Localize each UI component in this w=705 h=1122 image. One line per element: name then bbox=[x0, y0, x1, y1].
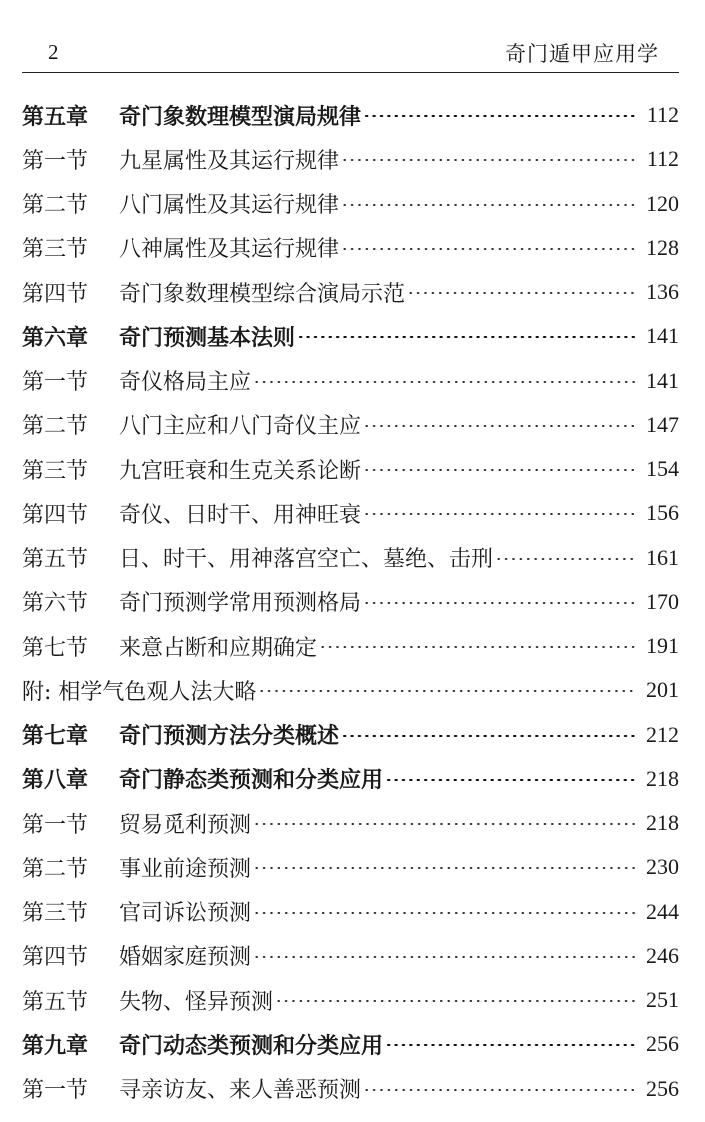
toc-entry-title: 寻亲访友、来人善恶预测 bbox=[119, 1078, 362, 1104]
toc-entry-label bbox=[22, 454, 361, 485]
toc-chapter-entry[interactable] bbox=[22, 757, 679, 801]
toc-entry-title: 附: 相学气色观人法大略 bbox=[22, 679, 257, 705]
toc-entry-number: 第一节 bbox=[22, 1078, 89, 1104]
dot-leader bbox=[297, 336, 637, 338]
toc-entry-label bbox=[22, 1029, 383, 1060]
toc-section-entry[interactable] bbox=[22, 270, 679, 314]
toc-entry-label bbox=[22, 498, 361, 529]
toc-entry-number: 第四节 bbox=[22, 281, 89, 307]
toc-entry-number: 第三节 bbox=[22, 237, 89, 263]
dot-leader bbox=[253, 867, 637, 869]
running-title: 奇门遁甲应用学 bbox=[505, 42, 659, 66]
toc-entry-number: 第二节 bbox=[22, 193, 89, 219]
toc-entry-label bbox=[22, 542, 493, 573]
toc-entry-label bbox=[22, 940, 251, 971]
toc-entry-number: 第五章 bbox=[22, 103, 89, 130]
toc-entry-title: 日、时干、用神落宫空亡、墓绝、击刑 bbox=[119, 547, 494, 573]
toc-section-entry[interactable] bbox=[22, 403, 679, 447]
toc-entry-label bbox=[22, 896, 251, 927]
toc-entry-title: 失物、怪异预测 bbox=[119, 989, 274, 1015]
toc-section-entry[interactable] bbox=[22, 137, 679, 181]
dot-leader bbox=[253, 381, 637, 383]
dot-leader bbox=[495, 558, 637, 560]
toc-entry-number: 第四节 bbox=[22, 502, 89, 528]
toc-entry-label bbox=[22, 188, 339, 219]
toc-entry-title: 八神属性及其运行规律 bbox=[119, 237, 340, 263]
toc-entry-label bbox=[22, 985, 273, 1016]
dot-leader bbox=[385, 1044, 637, 1046]
toc-entry-number: 第五节 bbox=[22, 547, 89, 573]
toc-entry-page: 251 bbox=[646, 987, 679, 1013]
toc-entry-title: 八门属性及其运行规律 bbox=[119, 193, 340, 219]
toc-entry-number: 第二节 bbox=[22, 414, 89, 440]
toc-entry-title: 奇仪格局主应 bbox=[119, 370, 252, 396]
toc-section-entry[interactable] bbox=[22, 182, 679, 226]
toc-entry-label bbox=[22, 144, 339, 175]
dot-leader bbox=[341, 159, 637, 161]
dot-leader bbox=[363, 469, 637, 471]
dot-leader bbox=[341, 735, 637, 737]
toc-entry-title: 奇门静态类预测和分类应用 bbox=[119, 767, 384, 794]
toc-entry-number: 第六章 bbox=[22, 324, 89, 351]
toc-entry-title: 奇门动态类预测和分类应用 bbox=[119, 1032, 384, 1059]
dot-leader bbox=[363, 1089, 637, 1091]
toc-section-entry[interactable] bbox=[22, 801, 679, 845]
toc-entry-page: 246 bbox=[646, 942, 679, 968]
toc-entry-label bbox=[22, 675, 256, 706]
toc-entry-label bbox=[22, 1073, 361, 1104]
toc-entry-number: 第四节 bbox=[22, 945, 89, 971]
toc-entry-number: 第五节 bbox=[22, 989, 89, 1015]
toc-section-entry[interactable] bbox=[22, 1067, 679, 1111]
toc-entry-label bbox=[22, 277, 405, 308]
toc-section-entry[interactable] bbox=[22, 845, 679, 889]
toc-entry-page: 161 bbox=[646, 544, 679, 570]
toc-section-entry[interactable] bbox=[22, 359, 679, 403]
toc-entry-page: 218 bbox=[646, 765, 679, 791]
toc-entry-number: 第七节 bbox=[22, 635, 89, 661]
toc-section-entry[interactable] bbox=[22, 978, 679, 1022]
toc-entry-page: 112 bbox=[646, 146, 679, 172]
dot-leader bbox=[253, 823, 637, 825]
toc-entry-page: 212 bbox=[646, 721, 679, 747]
toc-entry-page: 128 bbox=[646, 234, 679, 260]
toc-entry-number: 第七章 bbox=[22, 723, 89, 750]
toc-entry-label bbox=[22, 321, 295, 352]
toc-entry-label bbox=[22, 631, 317, 662]
dot-leader bbox=[258, 690, 637, 692]
toc-entry-page: 112 bbox=[646, 102, 679, 128]
toc-entry-page: 156 bbox=[646, 500, 679, 526]
toc-entry-page: 191 bbox=[646, 633, 679, 659]
toc-chapter-entry[interactable] bbox=[22, 1022, 679, 1066]
toc-entry-label bbox=[22, 586, 361, 617]
toc-entry-title: 贸易觅利预测 bbox=[119, 812, 252, 838]
toc-entry-title: 九星属性及其运行规律 bbox=[119, 148, 340, 174]
page-header bbox=[22, 0, 679, 73]
dot-leader bbox=[275, 1000, 637, 1002]
toc-entry-label bbox=[22, 852, 251, 883]
toc-entry-label bbox=[22, 232, 339, 263]
dot-leader bbox=[253, 956, 637, 958]
toc-entry-title: 八门主应和八门奇仪主应 bbox=[119, 414, 362, 440]
dot-leader bbox=[341, 204, 637, 206]
toc-entry-page: 141 bbox=[646, 323, 679, 349]
dot-leader bbox=[363, 115, 637, 117]
toc-entry-title: 奇门预测基本法则 bbox=[119, 324, 296, 351]
toc-entry-title: 奇门预测方法分类概述 bbox=[119, 723, 340, 750]
toc-entry-page: 256 bbox=[646, 1031, 679, 1057]
toc-entry-page: 170 bbox=[646, 588, 679, 614]
toc-entry-title: 来意占断和应期确定 bbox=[119, 635, 318, 661]
toc-chapter-entry[interactable] bbox=[22, 93, 679, 137]
toc-entry-number: 第一节 bbox=[22, 148, 89, 174]
toc-entry-title: 婚姻家庭预测 bbox=[119, 945, 252, 971]
dot-leader bbox=[407, 292, 637, 294]
toc-section-entry[interactable] bbox=[22, 226, 679, 270]
toc-section-entry[interactable] bbox=[22, 624, 679, 668]
dot-leader bbox=[319, 646, 637, 648]
table-of-contents bbox=[22, 93, 679, 1111]
toc-section-entry[interactable] bbox=[22, 580, 679, 624]
dot-leader bbox=[363, 513, 637, 515]
toc-entry-page: 230 bbox=[646, 854, 679, 880]
toc-entry-number: 第三节 bbox=[22, 458, 89, 484]
toc-section-entry[interactable] bbox=[22, 668, 679, 712]
toc-section-entry[interactable] bbox=[22, 934, 679, 978]
toc-entry-page: 201 bbox=[646, 677, 679, 703]
page-number: 2 bbox=[48, 40, 59, 64]
toc-entry-number: 第一节 bbox=[22, 812, 89, 838]
toc-entry-label bbox=[22, 808, 251, 839]
toc-entry-label bbox=[22, 409, 361, 440]
toc-entry-number: 第六节 bbox=[22, 591, 89, 617]
dot-leader bbox=[363, 425, 637, 427]
toc-section-entry[interactable] bbox=[22, 890, 679, 934]
toc-chapter-entry[interactable] bbox=[22, 314, 679, 358]
toc-entry-label bbox=[22, 763, 383, 794]
toc-entry-number: 第九章 bbox=[22, 1032, 89, 1059]
toc-entry-title: 事业前途预测 bbox=[119, 856, 252, 882]
toc-entry-number: 第一节 bbox=[22, 370, 89, 396]
toc-entry-label bbox=[22, 365, 251, 396]
toc-chapter-entry[interactable] bbox=[22, 713, 679, 757]
toc-entry-page: 136 bbox=[646, 279, 679, 305]
toc-entry-page: 154 bbox=[646, 456, 679, 482]
toc-entry-title: 九宫旺衰和生克关系论断 bbox=[119, 458, 362, 484]
dot-leader bbox=[385, 779, 637, 781]
toc-entry-page: 244 bbox=[646, 898, 679, 924]
toc-entry-title: 奇门象数理模型综合演局示范 bbox=[119, 281, 406, 307]
toc-entry-number: 第八章 bbox=[22, 767, 89, 794]
toc-entry-title: 奇门预测学常用预测格局 bbox=[119, 591, 362, 617]
dot-leader bbox=[341, 248, 637, 250]
dot-leader bbox=[253, 912, 637, 914]
toc-entry-page: 256 bbox=[646, 1075, 679, 1101]
toc-entry-title: 官司诉讼预测 bbox=[119, 901, 252, 927]
toc-entry-title: 奇门象数理模型演局规律 bbox=[119, 103, 362, 130]
dot-leader bbox=[363, 602, 637, 604]
toc-entry-page: 120 bbox=[646, 190, 679, 216]
toc-entry-label bbox=[22, 100, 361, 131]
toc-entry-number: 第二节 bbox=[22, 856, 89, 882]
toc-entry-title: 奇仪、日时干、用神旺衰 bbox=[119, 502, 362, 528]
toc-section-entry[interactable] bbox=[22, 447, 679, 491]
toc-section-entry[interactable] bbox=[22, 536, 679, 580]
toc-entry-page: 141 bbox=[646, 367, 679, 393]
toc-section-entry[interactable] bbox=[22, 491, 679, 535]
toc-entry-page: 147 bbox=[646, 411, 679, 437]
toc-entry-page: 218 bbox=[646, 810, 679, 836]
toc-entry-label bbox=[22, 719, 339, 750]
toc-entry-number: 第三节 bbox=[22, 901, 89, 927]
